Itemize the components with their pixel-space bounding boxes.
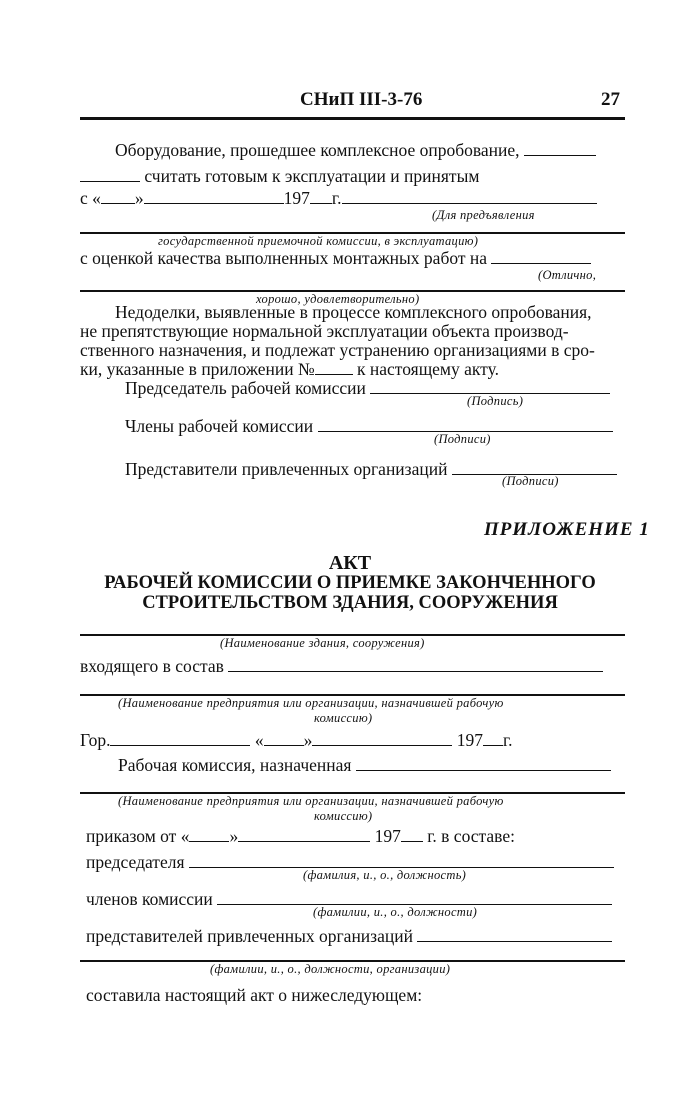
caption-signatures-1: (Подписи)	[434, 432, 491, 446]
defects-line-3: ственного назначения, и подлежат устранению организациями в сро-	[80, 340, 595, 360]
blank-chairman-name[interactable]	[189, 853, 614, 868]
caption-signature: (Подпись)	[467, 394, 524, 408]
blank-day[interactable]	[101, 189, 135, 204]
blank-members-names[interactable]	[217, 890, 612, 905]
blank-order-day[interactable]	[189, 827, 229, 842]
running-header-title: СНиП III-3-76	[300, 89, 423, 110]
blank-act-day[interactable]	[264, 731, 304, 746]
blank-handover-target[interactable]	[342, 189, 597, 204]
caption-names: (фамилии, и., о., должности)	[313, 905, 478, 919]
city-date-line: Гор. « » 197 г.	[80, 730, 513, 750]
blank-order-month[interactable]	[238, 827, 370, 842]
blank-reps-signature[interactable]	[452, 460, 617, 475]
blank-commission[interactable]	[356, 756, 611, 771]
blank-act-month[interactable]	[312, 731, 452, 746]
act-title-3: СТРОИТЕЛЬСТВОМ ЗДАНИЯ, СООРУЖЕНИЯ	[142, 593, 558, 613]
caption-grade-1: (Отлично,	[538, 268, 597, 282]
defects-line-4: ки, указанные в приложении № к настоящему акту.	[80, 359, 499, 379]
blank-members-signature[interactable]	[318, 417, 613, 432]
quality-line: с оценкой качества выполненных монтажных работ на	[80, 248, 591, 269]
commission-line: Рабочая комиссия, назначенная	[118, 755, 611, 776]
page-number: 27	[601, 89, 620, 110]
caption-enterprise-1b: комиссию)	[314, 711, 373, 725]
blank-equipment[interactable]	[524, 141, 596, 156]
header-rule	[80, 117, 625, 120]
chairman-line: председателя	[86, 852, 614, 873]
blank-month[interactable]	[144, 189, 284, 204]
caption-enterprise-2a: (Наименование предприятия или организации, назначившей рабочую	[118, 794, 504, 808]
caption-name-single: (фамилия, и., о., должность)	[303, 868, 467, 882]
caption-enterprise-2b: комиссию)	[314, 809, 373, 823]
caption-commission-1: (Для предъявления	[432, 208, 535, 222]
blank-reps-names[interactable]	[417, 927, 612, 942]
equipment-line: Оборудование, прошедшее комплексное опробование,	[115, 140, 596, 161]
appendix-label: ПРИЛОЖЕНИЕ 1	[484, 519, 650, 540]
chairman-signature-line: Председатель рабочей комиссии	[125, 378, 610, 399]
blank-part-of[interactable]	[228, 657, 603, 672]
caption-signatures-2: (Подписи)	[502, 474, 559, 488]
blank-appendix-no[interactable]	[315, 360, 353, 375]
ready-line: считать готовым к эксплуатации и принятым	[80, 166, 479, 187]
order-line: приказом от « » 197 г. в составе:	[86, 826, 515, 846]
blank-quality[interactable]	[491, 249, 591, 264]
blank-city[interactable]	[110, 731, 250, 746]
act-title-1: АКТ	[328, 552, 372, 574]
members-signature-line: Члены рабочей комиссии	[125, 416, 613, 437]
reps-line: представителей привлеченных организаций	[86, 926, 612, 947]
caption-building: (Наименование здания, сооружения)	[220, 636, 425, 650]
members-line: членов комиссии	[86, 889, 612, 910]
reps-signature-line: Представители привлеченных организаций	[125, 459, 617, 480]
caption-enterprise-1a: (Наименование предприятия или организации, назначившей рабочую	[118, 696, 504, 710]
caption-grade-2: хорошо, удовлетворительно)	[256, 292, 420, 306]
defects-line-2: не препятствующие нормальной эксплуатации объекта производ-	[80, 321, 569, 341]
blank-year[interactable]	[310, 189, 332, 204]
closing-line: составила настоящий акт о нижеследующем:	[86, 985, 423, 1005]
caption-names-org: (фамилии, и., о., должности, организации)	[210, 962, 451, 976]
blank-chairman-signature[interactable]	[370, 379, 610, 394]
blank-order-year[interactable]	[401, 827, 423, 842]
blank-act-year[interactable]	[483, 731, 503, 746]
act-title-2: РАБОЧЕЙ КОМИССИИ О ПРИЕМКЕ ЗАКОНЧЕННОГО	[104, 573, 596, 593]
caption-commission-2: государственной приемочной комиссии, в эксплуатацию)	[158, 234, 479, 248]
blank-ready[interactable]	[80, 167, 140, 182]
part-of-line: входящего в состав	[80, 656, 603, 677]
date-line-upper: с « » 197 г.	[80, 188, 597, 209]
defects-line-1: Недоделки, выявленные в процессе комплексного опробования,	[115, 302, 592, 322]
